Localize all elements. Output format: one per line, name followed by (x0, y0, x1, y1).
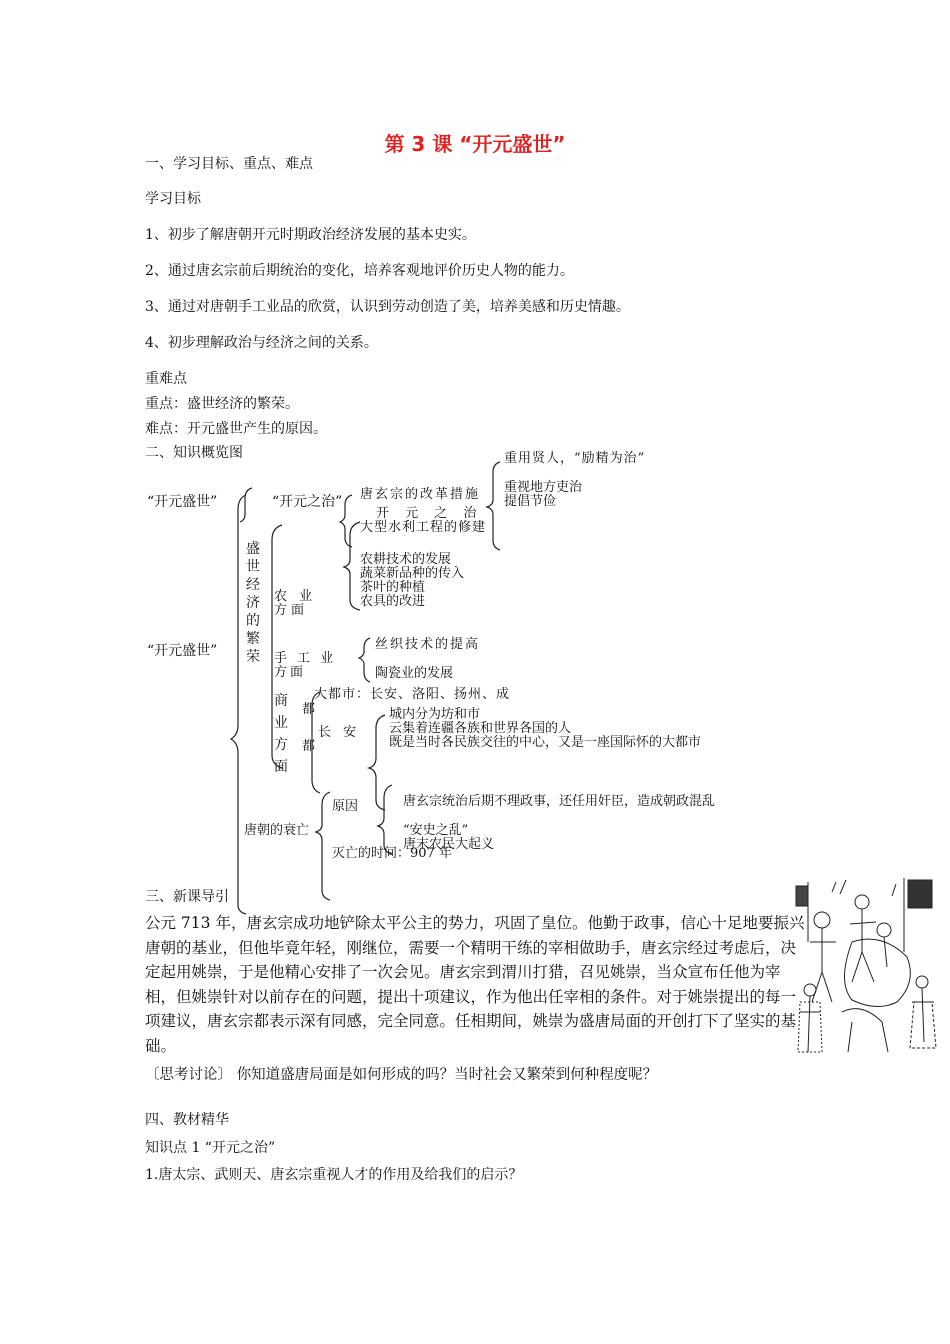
knowledge-point-1: 知识点 1 “开元之治” (145, 1140, 276, 1156)
section-4-heading: 四、教材精华 (145, 1112, 229, 1128)
changan-label: 长 安 (318, 725, 361, 740)
handicraft-item: 陶瓷业的发展 (375, 666, 454, 681)
chengdu-char: 都 (302, 739, 316, 754)
goal-item: 1、初步了解唐朝开元时期政治经济发展的基本史实。 (145, 227, 476, 243)
goal-item: 3、通过对唐朝手工业品的欣赏，认识到劳动创造了美，培养美感和历史情趣。 (145, 299, 630, 315)
agri-item: 茶叶的种植 (360, 580, 426, 595)
agri-item: 农具的改进 (360, 594, 426, 609)
reason-item: “安史之乱” (403, 823, 469, 838)
dushi-char: 都 (302, 702, 316, 717)
goals-heading: 学习目标 (145, 191, 201, 207)
discussion-prompt: 〔思考讨论〕 你知道盛唐局面是如何形成的吗？当时社会又繁荣到何种程度呢？ (145, 1067, 658, 1083)
reason-label: 原因 (332, 799, 359, 814)
key-heading: 重难点 (145, 371, 187, 387)
decline-label: 唐朝的衰亡 (244, 823, 310, 838)
key-point: 重点：盛世经济的繁荣。 (145, 396, 299, 412)
root-label-top: “开元盛世” (147, 494, 218, 510)
root-label-mid: “开元盛世” (147, 643, 218, 659)
handicraft-item: 丝织技术的提高 (375, 637, 481, 652)
fall-time: 灭亡的时间：907 年 (332, 846, 452, 861)
changan-item: 云集着连疆各族和世界各国的人 (389, 721, 572, 736)
goal-item: 4、初步理解政治与经济之间的关系。 (145, 335, 378, 351)
difficult-point: 难点：开元盛世产生的原因。 (145, 421, 327, 437)
reform-item: 重视地方吏治 (504, 480, 583, 495)
intro-paragraph: 公元 713 年，唐玄宗成功地铲除太平公主的势力，巩固了皇位。他勤于政事，信心十足地要振兴唐朝的基业，但他毕竟年轻，刚继位，需要一个精明干练的宰相做助手，唐玄宗经过考虑后，决定起用姚崇，于是他精心安排了一次会见。唐玄宗到渭川打猎，召见姚崇，当众宣布任他为宰相，但姚崇针对以前存在的问题，提出十项建议，作为他出任宰相的条件。对于姚崇提出的每一项建议，唐玄宗都表示深有同感，完全同意。任相期间，姚崇为盛唐局面的开创打下了坚实的基础。 (145, 914, 805, 1055)
changan-item: 既是当时各民族交往的中心，又是一座国际怀的大都市 (389, 735, 702, 750)
handicraft-label: 手 工 业 方面 (274, 651, 337, 680)
agriculture-label: 农 业 方面 (274, 589, 317, 618)
reason-item: 唐末农民大起义 (403, 837, 495, 852)
kaiyuan-zhizhi-sub: 开 元 之 治 (376, 506, 483, 521)
goal-item: 2、通过唐玄宗前后期统治的变化，培养客观地评价历史人物的能力。 (145, 263, 574, 279)
question-1: 1.唐太宗、武则天、唐玄宗重视人才的作用及给我们的启示？ (145, 1167, 523, 1183)
changan-item: 城内分为坊和市 (389, 707, 481, 722)
section-3-heading: 三、新课导引 (145, 889, 229, 905)
illustration-image (792, 872, 940, 1058)
economy-label: 盛世经济的繁荣 (246, 541, 260, 665)
big-city-line: 大都市：长安、洛阳、扬州、成 (314, 687, 511, 702)
agri-item: 农耕技术的发展 (360, 552, 452, 567)
reform-item: 重用贤人，“励精为治” (504, 451, 646, 466)
section-2-heading: 二、知识概览图 (145, 445, 243, 461)
reform-item: 提倡节俭 (504, 494, 557, 509)
reform-label: 唐玄宗的改革措施 (360, 487, 481, 502)
reason-item: 唐玄宗统治后期不理政事，还任用奸臣，造成朝政混乱 (403, 794, 716, 809)
section-1-heading: 一、学习目标、重点、难点 (145, 156, 313, 172)
page-title: 第 3 课 “开元盛世” (384, 132, 566, 156)
commerce-label: 商业方面 (274, 693, 288, 775)
agri-item: 大型水利工程的修建 (360, 520, 487, 535)
agri-item: 蔬菜新品种的传入 (360, 566, 465, 581)
kaiyuan-zhizhi-label: “开元之治” (272, 494, 343, 510)
